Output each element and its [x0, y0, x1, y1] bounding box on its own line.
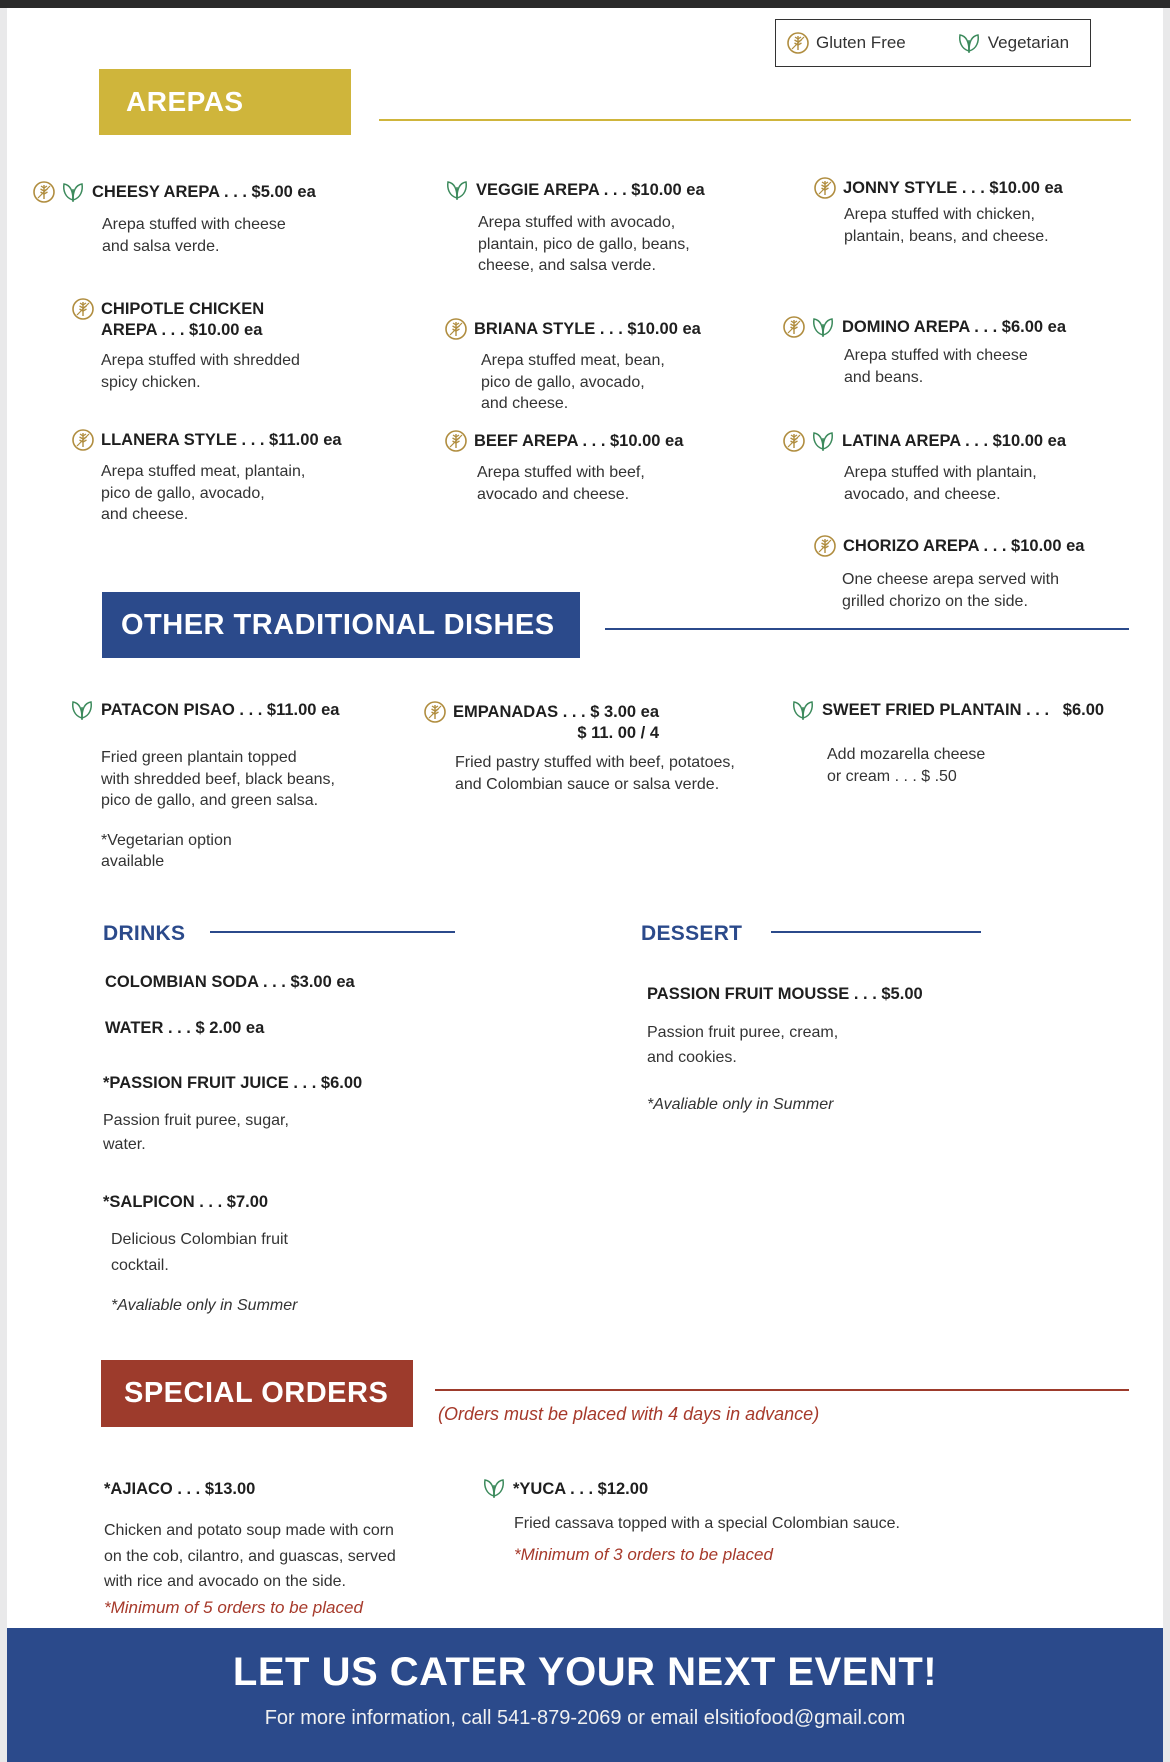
item-icons [444, 429, 468, 453]
gluten-free-icon [786, 31, 810, 55]
arepas-rule [379, 119, 1131, 121]
item-icons [813, 176, 837, 200]
drink-colombian-soda [105, 972, 465, 993]
item-title: SWEET FRIED PLANTAIN . . . $6.00 [822, 701, 1105, 719]
minimum-orders-note: *Minimum of 3 orders to be placed [514, 1544, 773, 1564]
top-edge-bar [0, 0, 1170, 8]
item-description: Delicious Colombian fruit cocktail. [111, 1231, 288, 1274]
drink-water [105, 1018, 465, 1039]
menu-item-briana-style [444, 317, 744, 415]
menu-item-domino-arepa [782, 315, 1132, 388]
item-title: EMPANADAS . . . $ 3.00 ea $ 11. 00 / 4 [453, 703, 660, 742]
gluten-free-icon [444, 317, 468, 341]
catering-footer [7, 1628, 1163, 1762]
item-title: *PASSION FRUIT JUICE . . . $6.00 [103, 1074, 363, 1092]
item-icons [69, 698, 95, 722]
item-description: Arepa stuffed with cheese and salsa verde. [102, 216, 286, 255]
menu-item-chorizo-arepa [813, 534, 1143, 612]
gluten-free-icon [423, 700, 447, 724]
special-orders-banner [101, 1360, 413, 1427]
gluten-free-icon [813, 176, 837, 200]
menu-item-jonny-style [813, 176, 1133, 247]
legend-gluten-free-label: Gluten Free [816, 33, 906, 52]
item-title: CHEESY AREPA . . . $5.00 ea [92, 183, 316, 201]
vegetarian-icon [810, 429, 836, 453]
contact-info: For more information, call 541-879-2069 or email elsitiofood@gmail.com [264, 1707, 906, 1729]
item-icons [444, 178, 470, 202]
item-title: COLOMBIAN SODA . . . $3.00 ea [105, 973, 355, 991]
arepas-heading: AREPAS [126, 86, 244, 117]
legend-gluten-free [786, 31, 906, 55]
item-description: Passion fruit puree, sugar, water. [103, 1112, 289, 1153]
item-title: *SALPICON . . . $7.00 [103, 1193, 269, 1211]
item-description: Arepa stuffed meat, plantain, pico de gallo, avocado, and cheese. [101, 463, 306, 523]
menu-page [7, 8, 1163, 1762]
menu-item-chipotle-chicken [71, 297, 391, 393]
item-description: Chicken and potato soup made with corn on the cob, cilantro, and guascas, served with rice and avocado on the side. [104, 1522, 396, 1590]
menu-item-cheesy-arepa [32, 180, 362, 257]
gluten-free-icon [444, 429, 468, 453]
item-icons [32, 180, 86, 204]
item-title: CHIPOTLE CHICKEN AREPA . . . $10.00 ea [101, 300, 265, 339]
drinks-rule [210, 931, 455, 933]
menu-item-sweet-fried-plantain [790, 698, 1152, 787]
vegetarian-option-note: *Vegetarian option available [101, 831, 232, 870]
item-description: Add mozarella cheese or cream . . . $ .50 [827, 746, 986, 785]
item-title: VEGGIE AREPA . . . $10.00 ea [476, 181, 705, 199]
item-icons [423, 700, 447, 724]
other-dishes-banner [102, 592, 580, 658]
item-title: LLANERA STYLE . . . $11.00 ea [101, 431, 342, 449]
item-icons [71, 428, 95, 452]
item-title: DOMINO AREPA . . . $6.00 ea [842, 318, 1067, 336]
item-icons [782, 315, 836, 339]
seasonal-note: *Avaliable only in Summer [111, 1297, 298, 1314]
catering-title: LET US CATER YOUR NEXT EVENT! [232, 1650, 938, 1694]
item-icons [71, 297, 95, 321]
menu-item-patacon-pisao [69, 698, 409, 872]
item-title: *YUCA . . . $12.00 [513, 1480, 649, 1498]
item-title: *AJIACO . . . $13.00 [104, 1480, 256, 1498]
item-icons [782, 429, 836, 453]
gluten-free-icon [782, 315, 806, 339]
item-title: PATACON PISAO . . . $11.00 ea [101, 701, 340, 719]
item-description: One cheese arepa served with grilled chorizo on the side. [842, 571, 1060, 610]
item-icons [481, 1476, 507, 1500]
item-description: Arepa stuffed with shredded spicy chicken. [101, 352, 300, 391]
item-description: Fried cassava topped with a special Colombian sauce. [514, 1515, 900, 1532]
minimum-orders-note: *Minimum of 5 orders to be placed [104, 1597, 363, 1617]
menu-item-beef-arepa [444, 429, 744, 505]
item-title: BEEF AREPA . . . $10.00 ea [474, 432, 684, 450]
vegetarian-icon [956, 31, 982, 55]
drink-passion-fruit-juice [103, 1073, 463, 1157]
special-orders-heading: SPECIAL ORDERS [124, 1377, 389, 1409]
vegetarian-icon [69, 698, 95, 722]
other-dishes-rule [605, 628, 1129, 630]
menu-item-empanadas [423, 700, 783, 795]
vegetarian-icon [790, 698, 816, 722]
item-title: CHORIZO AREPA . . . $10.00 ea [843, 537, 1085, 555]
item-title: PASSION FRUIT MOUSSE . . . $5.00 [647, 985, 923, 1003]
special-yuca [481, 1476, 961, 1565]
item-description: Arepa stuffed with chicken, plantain, beans, and cheese. [844, 206, 1049, 245]
special-orders-rule [435, 1389, 1129, 1391]
special-ajiaco [104, 1479, 464, 1618]
item-title: LATINA AREPA . . . $10.00 ea [842, 432, 1067, 450]
menu-item-latina-arepa [782, 429, 1132, 505]
gluten-free-icon [71, 428, 95, 452]
item-icons [813, 534, 837, 558]
vegetarian-icon [481, 1476, 507, 1500]
item-description: Arepa stuffed with plantain, avocado, and cheese. [844, 464, 1037, 503]
legend-vegetarian-label: Vegetarian [987, 33, 1070, 52]
arepas-banner [99, 69, 351, 135]
dessert-rule [771, 931, 981, 933]
other-dishes-heading: OTHER TRADITIONAL DISHES [121, 608, 555, 641]
vegetarian-icon [60, 180, 86, 204]
gluten-free-icon [813, 534, 837, 558]
menu-item-llanera-style [71, 428, 391, 526]
gluten-free-icon [782, 429, 806, 453]
item-description: Fried pastry stuffed with beef, potatoes, and Colombian sauce or salsa verde. [455, 754, 735, 793]
legend-vegetarian [956, 31, 1069, 55]
drink-salpicon [103, 1192, 463, 1316]
item-title: JONNY STYLE . . . $10.00 ea [843, 179, 1063, 197]
item-description: Arepa stuffed meat, bean, pico de gallo, avocado, and cheese. [481, 352, 665, 412]
seasonal-note: *Avaliable only in Summer [647, 1096, 834, 1113]
item-title: WATER . . . $ 2.00 ea [105, 1019, 265, 1037]
item-description: Arepa stuffed with avocado, plantain, pico de gallo, beans, cheese, and salsa verde. [478, 214, 690, 274]
menu-item-veggie-arepa [444, 178, 744, 277]
legend-box [775, 19, 1091, 67]
item-description: Arepa stuffed with beef, avocado and cheese. [477, 464, 645, 503]
special-orders-note: (Orders must be placed with 4 days in advance) [438, 1404, 820, 1424]
dessert-passion-fruit-mousse [647, 984, 1007, 1115]
drinks-heading: DRINKS [103, 922, 186, 945]
item-description: Arepa stuffed with cheese and beans. [844, 347, 1028, 386]
gluten-free-icon [71, 297, 95, 321]
item-description: Fried green plantain topped with shredded beef, black beans, pico de gallo, and green salsa. [101, 749, 335, 809]
item-description: Passion fruit puree, cream, and cookies. [647, 1024, 839, 1066]
item-icons [444, 317, 468, 341]
item-icons [790, 698, 816, 722]
vegetarian-icon [810, 315, 836, 339]
item-title: BRIANA STYLE . . . $10.00 ea [474, 320, 701, 338]
vegetarian-icon [444, 178, 470, 202]
dessert-heading: DESSERT [641, 922, 743, 945]
gluten-free-icon [32, 180, 56, 204]
